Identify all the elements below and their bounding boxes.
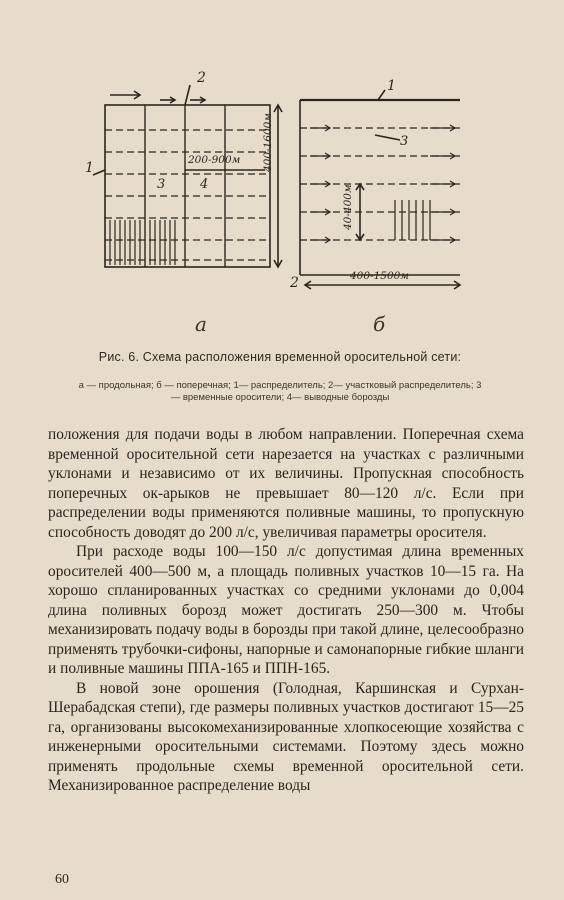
body-text bbox=[48, 425, 524, 796]
subfigure-label-a: а bbox=[195, 312, 207, 336]
left-label-4: 4 bbox=[200, 177, 209, 192]
irrigation-scheme-figure bbox=[60, 60, 520, 360]
figure-legend: а — продольная; б — поперечная; 1— распределитель; 2— участковый распределитель; 3— временные оросители; 4— выводные борозды bbox=[78, 380, 482, 403]
left-dimension-vertical: 400-1600м bbox=[262, 112, 274, 172]
paragraph-3: В новой зоне орошения (Голодная, Каршинская и Сурхан-Шерабадская степи), где размеры поливных участков достигают 15—25 га, организованы высокомеханизированные хлопкосеющие хозяйства с инженерными оросительными системами. Поэтому здесь можно применять продольные схемы временной оросительной сети. Механизированное распределение воды bbox=[48, 679, 524, 794]
left-dimension-horizontal: 200-900м bbox=[188, 154, 241, 166]
page-number: 60 bbox=[55, 872, 69, 887]
right-dimension-vertical: 40-400м bbox=[342, 184, 354, 230]
paragraph-2: При расходе воды 100—150 л/с допустимая длина временных оросителей 400—500 м, а площадь поливных участков 10—15 га. На хорошо спланированных участках со средними уклонами до 0,004 длина поливных борозд может достигать 250—300 м. Чтобы механизировать подачу воды в борозды при такой длине, целесообразно применять трубочки-сифоны, напорные и самонапорные гибкие шланги и поливные машины ППА-165 и ППН-165. bbox=[48, 543, 524, 677]
figure-caption: Рис. 6. Схема расположения временной оросительной сети: bbox=[98, 350, 462, 364]
left-label-1: 1 bbox=[85, 160, 94, 176]
right-dimension-horizontal: 400-1500м bbox=[350, 270, 410, 282]
right-label-2: 2 bbox=[290, 275, 299, 291]
subfigure-label-b: б bbox=[373, 312, 386, 336]
right-label-1: 1 bbox=[387, 78, 396, 94]
figure-drawing bbox=[60, 60, 520, 360]
left-label-3: 3 bbox=[157, 177, 166, 192]
left-label-2: 2 bbox=[197, 70, 206, 86]
paragraph-1: положения для подачи воды в любом направлении. Поперечная схема временной оросительной сети нарезается на участках с различными уклонами и независимо от их величины. Пропускная способность поперечных ок-арыков не превышает 80—120 л/с. Если при распределении воды применяются поливные машины, то пропускную способность доводят до 200 л/с, увеличивая параметры оросителя. bbox=[48, 426, 524, 541]
right-label-3: 3 bbox=[400, 134, 409, 149]
